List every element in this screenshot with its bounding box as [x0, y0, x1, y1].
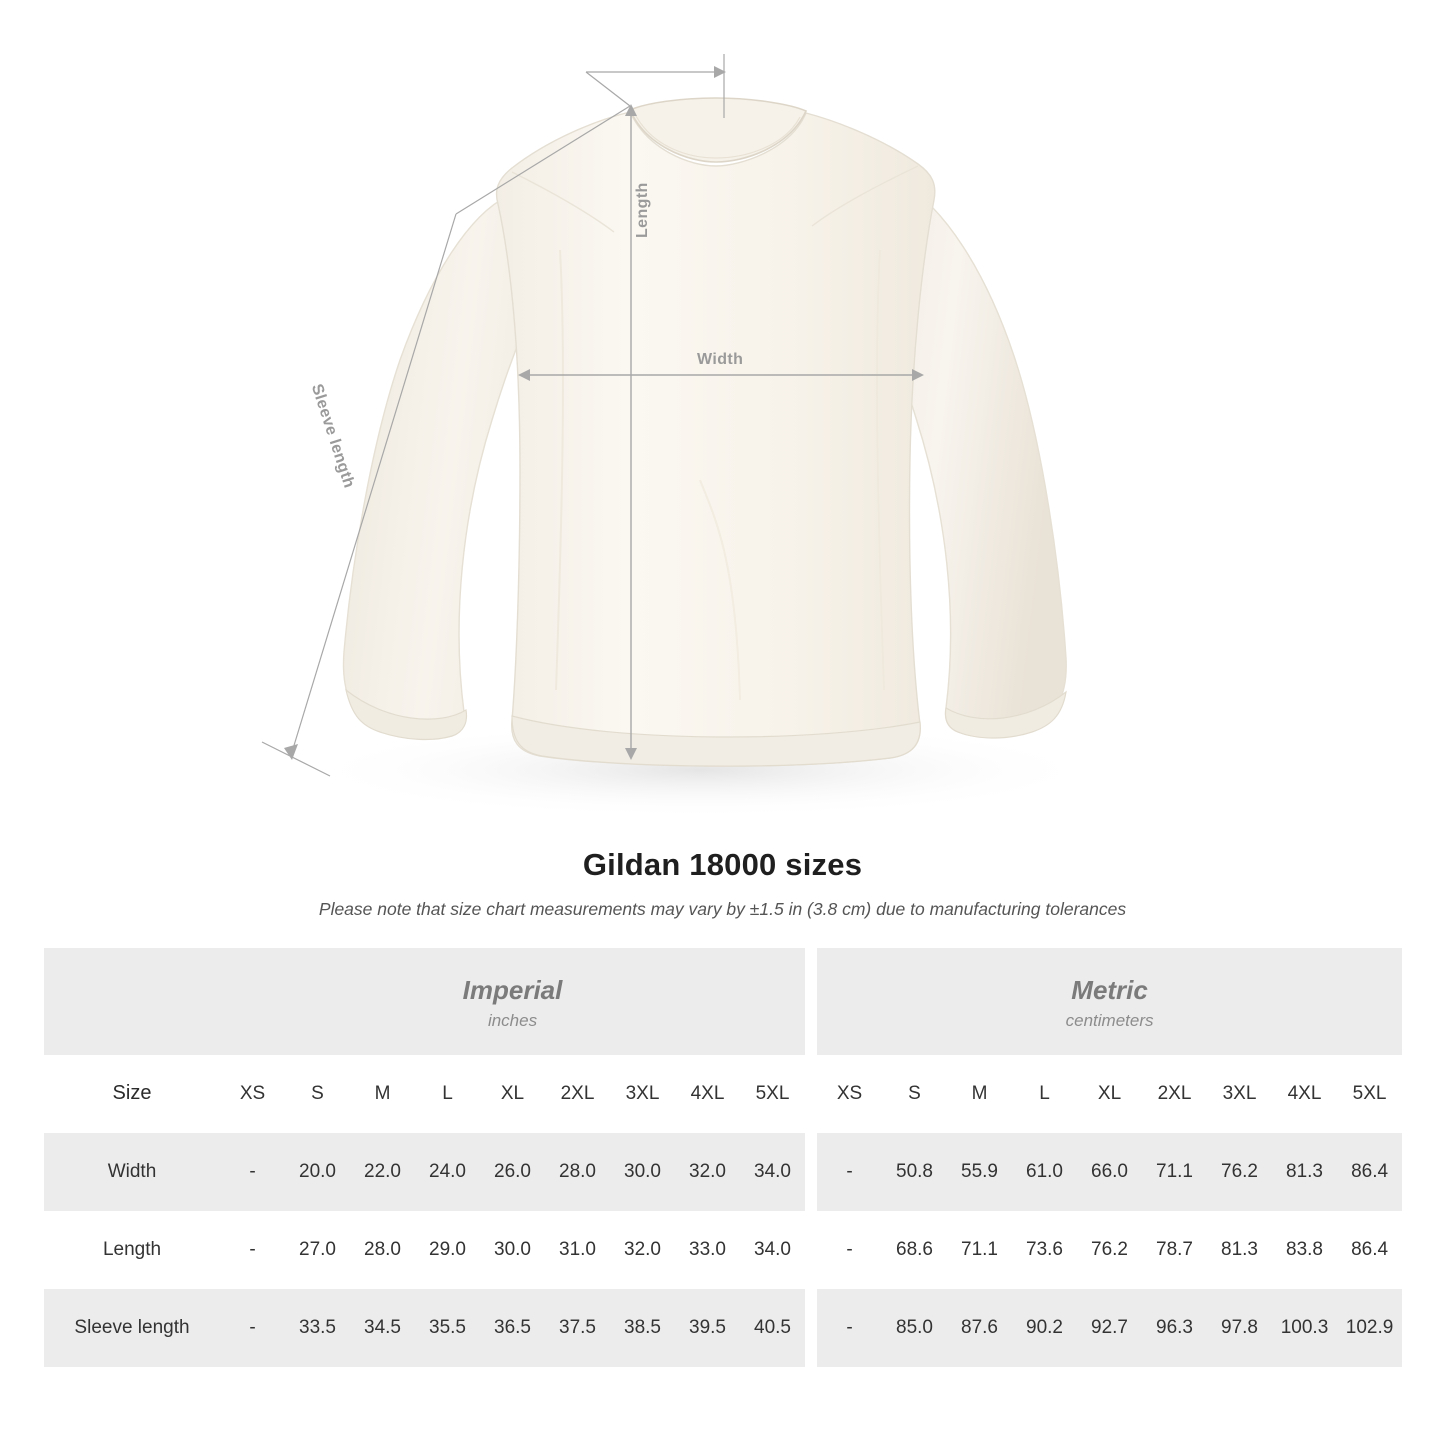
- cell-sleeve-imperial-xl: 36.5: [480, 1289, 545, 1367]
- cell-sleeve-imperial-xs: -: [220, 1289, 285, 1367]
- sleeve-length-dimension-label: Sleeve length: [307, 382, 358, 491]
- row-label-sleeve-length: Sleeve length: [44, 1289, 220, 1367]
- cell-width-metric-m: 55.9: [947, 1133, 1012, 1211]
- cell-length-metric-xs: -: [817, 1211, 882, 1289]
- cell-width-metric-4xl: 81.3: [1272, 1133, 1337, 1211]
- size-col-imperial-s: S: [285, 1055, 350, 1133]
- cell-width-metric-s: 50.8: [882, 1133, 947, 1211]
- cell-sleeve-metric-s: 85.0: [882, 1289, 947, 1367]
- row-gap: [805, 1055, 817, 1133]
- unit-header-row: [44, 948, 1402, 1055]
- cell-sleeve-metric-2xl: 96.3: [1142, 1289, 1207, 1367]
- size-col-metric-4xl: 4XL: [1272, 1055, 1337, 1133]
- cell-width-metric-xl: 66.0: [1077, 1133, 1142, 1211]
- cell-sleeve-metric-4xl: 100.3: [1272, 1289, 1337, 1367]
- cell-sleeve-imperial-3xl: 38.5: [610, 1289, 675, 1367]
- table-row-length: [44, 1211, 1402, 1289]
- cell-sleeve-imperial-5xl: 40.5: [740, 1289, 805, 1367]
- length-dimension-label: Length: [634, 182, 651, 238]
- cell-width-metric-l: 61.0: [1012, 1133, 1077, 1211]
- cell-width-metric-xs: -: [817, 1133, 882, 1211]
- cell-length-imperial-s: 27.0: [285, 1211, 350, 1289]
- cell-length-imperial-2xl: 31.0: [545, 1211, 610, 1289]
- size-table-wrapper: [44, 948, 1401, 1367]
- cell-width-imperial-2xl: 28.0: [545, 1133, 610, 1211]
- cell-sleeve-metric-xl: 92.7: [1077, 1289, 1142, 1367]
- row-gap: [805, 1133, 817, 1211]
- size-col-metric-xl: XL: [1077, 1055, 1142, 1133]
- size-col-metric-3xl: 3XL: [1207, 1055, 1272, 1133]
- size-col-metric-5xl: 5XL: [1337, 1055, 1402, 1133]
- cell-sleeve-imperial-l: 35.5: [415, 1289, 480, 1367]
- cell-length-imperial-4xl: 33.0: [675, 1211, 740, 1289]
- size-col-imperial-l: L: [415, 1055, 480, 1133]
- cell-length-metric-3xl: 81.3: [1207, 1211, 1272, 1289]
- size-col-metric-s: S: [882, 1055, 947, 1133]
- size-col-metric-2xl: 2XL: [1142, 1055, 1207, 1133]
- tolerance-note: Please note that size chart measurements may vary by ±1.5 in (3.8 cm) due to manufacturing tolerances: [318, 899, 1127, 919]
- cell-width-metric-2xl: 71.1: [1142, 1133, 1207, 1211]
- cell-length-metric-s: 68.6: [882, 1211, 947, 1289]
- cell-sleeve-metric-5xl: 102.9: [1337, 1289, 1402, 1367]
- cell-width-imperial-l: 24.0: [415, 1133, 480, 1211]
- cell-length-metric-2xl: 78.7: [1142, 1211, 1207, 1289]
- size-col-imperial-5xl: 5XL: [740, 1055, 805, 1133]
- cell-sleeve-metric-l: 90.2: [1012, 1289, 1077, 1367]
- unit-header-spacer: [44, 948, 220, 1055]
- cell-sleeve-imperial-m: 34.5: [350, 1289, 415, 1367]
- cell-width-metric-3xl: 76.2: [1207, 1133, 1272, 1211]
- cell-width-imperial-xs: -: [220, 1133, 285, 1211]
- cell-sleeve-imperial-4xl: 39.5: [675, 1289, 740, 1367]
- row-header-size: Size: [44, 1055, 220, 1133]
- cell-length-imperial-xl: 30.0: [480, 1211, 545, 1289]
- cell-width-imperial-xl: 26.0: [480, 1133, 545, 1211]
- cell-width-imperial-m: 22.0: [350, 1133, 415, 1211]
- cell-sleeve-imperial-s: 33.5: [285, 1289, 350, 1367]
- imperial-unit-header: [220, 948, 805, 1055]
- cell-width-imperial-s: 20.0: [285, 1133, 350, 1211]
- table-row-sleeve-length: [44, 1289, 1402, 1367]
- cell-length-metric-xl: 76.2: [1077, 1211, 1142, 1289]
- metric-unit-name: Metric: [1071, 975, 1148, 1005]
- row-label-length: Length: [44, 1211, 220, 1289]
- size-col-imperial-2xl: 2XL: [545, 1055, 610, 1133]
- cell-sleeve-metric-m: 87.6: [947, 1289, 1012, 1367]
- imperial-unit-name: Imperial: [462, 975, 563, 1005]
- size-col-metric-l: L: [1012, 1055, 1077, 1133]
- cell-length-metric-4xl: 83.8: [1272, 1211, 1337, 1289]
- size-col-imperial-3xl: 3XL: [610, 1055, 675, 1133]
- imperial-unit-sub: inches: [487, 1010, 538, 1030]
- cell-length-metric-l: 73.6: [1012, 1211, 1077, 1289]
- cell-length-imperial-m: 28.0: [350, 1211, 415, 1289]
- cell-length-metric-5xl: 86.4: [1337, 1211, 1402, 1289]
- cell-width-imperial-5xl: 34.0: [740, 1133, 805, 1211]
- size-col-imperial-xs: XS: [220, 1055, 285, 1133]
- size-header-row: [44, 1055, 1402, 1133]
- unit-gap: [805, 948, 817, 1055]
- width-dimension-label: Width: [697, 351, 744, 368]
- cell-sleeve-metric-3xl: 97.8: [1207, 1289, 1272, 1367]
- title-block: [0, 847, 1445, 920]
- page-title: Gildan 18000 sizes: [582, 847, 863, 882]
- cell-width-imperial-4xl: 32.0: [675, 1133, 740, 1211]
- cell-length-imperial-l: 29.0: [415, 1211, 480, 1289]
- size-table: [44, 948, 1402, 1367]
- row-label-width: Width: [44, 1133, 220, 1211]
- metric-unit-header: [817, 948, 1402, 1055]
- cell-length-imperial-xs: -: [220, 1211, 285, 1289]
- cell-length-metric-m: 71.1: [947, 1211, 1012, 1289]
- table-row-width: [44, 1133, 1402, 1211]
- cell-sleeve-imperial-2xl: 37.5: [545, 1289, 610, 1367]
- row-gap: [805, 1211, 817, 1289]
- size-col-imperial-m: M: [350, 1055, 415, 1133]
- cell-width-metric-5xl: 86.4: [1337, 1133, 1402, 1211]
- size-col-imperial-4xl: 4XL: [675, 1055, 740, 1133]
- metric-unit-sub: centimeters: [1065, 1010, 1154, 1030]
- cell-width-imperial-3xl: 30.0: [610, 1133, 675, 1211]
- row-gap: [805, 1289, 817, 1367]
- size-col-metric-m: M: [947, 1055, 1012, 1133]
- cell-length-imperial-5xl: 34.0: [740, 1211, 805, 1289]
- size-col-imperial-xl: XL: [480, 1055, 545, 1133]
- size-col-metric-xs: XS: [817, 1055, 882, 1133]
- cell-length-imperial-3xl: 32.0: [610, 1211, 675, 1289]
- cell-sleeve-metric-xs: -: [817, 1289, 882, 1367]
